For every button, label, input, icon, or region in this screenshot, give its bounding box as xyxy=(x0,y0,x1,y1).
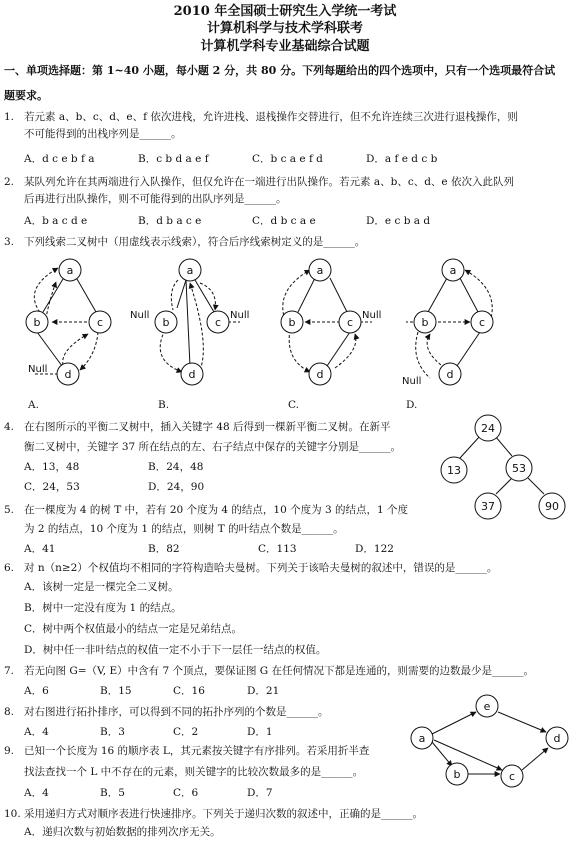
section-heading: 一、单项选择题：第 1~40 小题，每小题 2 分，共 80 分。下列每题给出的四个选项中，只有一个选项最符合试 xyxy=(4,64,556,77)
option-d[interactable]: D．e c b a d xyxy=(366,215,431,227)
question-number: 9. xyxy=(4,745,15,757)
question-text: 采用递归方式对顺序表进行快速排序。下列关于递归次数的叙述中，正确的是______。 xyxy=(24,808,423,820)
tree-node: b xyxy=(33,316,41,329)
threaded-trees-figure xyxy=(0,250,570,400)
question-text: 若无向图 G=（V, E）中含有 7 个顶点，要保证图 G 在任何情况下都是连通的，则需要的边数最少是______。 xyxy=(24,665,535,677)
option-a[interactable]: A. xyxy=(28,399,39,411)
question-text: 下列线索二叉树中（用虚线表示线索），符合后序线索树定义的是______。 xyxy=(24,236,366,248)
option-d[interactable]: D．树中任一非叶结点的权值一定不小于下一层任一结点的权值。 xyxy=(24,644,327,656)
option-b[interactable]: B. xyxy=(158,399,170,411)
option-c[interactable]: C．d b c a e xyxy=(252,215,316,227)
question-text: 对右图进行拓扑排序，可以得到不同的拓扑序列的个数是______。 xyxy=(24,706,329,718)
tree-node: d xyxy=(64,368,72,381)
question-text: 找法查找一个 L 中不存在的元素，则关键字的比较次数最多的是______。 xyxy=(24,766,364,778)
dag-figure xyxy=(400,690,570,790)
question-text: 若元素 a、b、c、d、e、f 依次进栈，允许进栈、退栈操作交替进行，但不允许连续三次进行退栈操作，则 xyxy=(24,111,518,123)
option-a[interactable]: A．4 xyxy=(24,787,49,799)
dag-node: a xyxy=(418,732,426,745)
option-d[interactable]: D．7 xyxy=(247,787,273,799)
option-a[interactable]: A．b a c d e xyxy=(24,215,88,227)
option-d[interactable]: D．21 xyxy=(247,685,280,697)
dag-node: c xyxy=(508,770,516,783)
option-b[interactable]: B．5 xyxy=(100,787,125,799)
tree-node: b xyxy=(288,316,296,329)
option-a[interactable]: A．13，48 xyxy=(24,461,80,473)
exam-title: 2010 年全国硕士研究生入学统一考试 xyxy=(173,4,397,19)
null-label: Null xyxy=(362,310,382,321)
option-d[interactable]: D．1 xyxy=(247,726,273,738)
question-text: 已知一个长度为 16 的顺序表 L，其元素按关键字有序排列。若采用折半查 xyxy=(24,745,370,757)
avl-node: 37 xyxy=(481,500,495,513)
option-a[interactable]: A．41 xyxy=(24,543,56,555)
option-b[interactable]: B．d b a c e xyxy=(138,215,202,227)
dag-node: b xyxy=(453,768,461,781)
option-d[interactable]: D．a f e d c b xyxy=(366,153,438,165)
question-number: 10. xyxy=(4,808,21,820)
dag-node: d xyxy=(553,732,561,745)
option-b[interactable]: B．3 xyxy=(100,726,125,738)
question-number: 5. xyxy=(4,504,15,516)
dag-node: e xyxy=(483,700,491,713)
question-text: 对 n（n≥2）个权值均不相同的字符构造哈夫曼树。下列关于该哈夫曼树的叙述中，错误的是______。 xyxy=(24,562,498,574)
tree-node: b xyxy=(162,316,170,329)
option-a[interactable]: A．6 xyxy=(24,685,49,697)
tree-node: a xyxy=(186,264,194,277)
option-c[interactable]: C．b c a e f d xyxy=(252,153,323,165)
option-c[interactable]: C．113 xyxy=(258,543,297,555)
avl-node: 13 xyxy=(447,464,461,477)
question-number: 8. xyxy=(4,706,15,718)
exam-paper-name: 计算机学科专业基础综合试题 xyxy=(200,39,370,54)
option-c[interactable]: C．6 xyxy=(173,787,199,799)
question-text: 在右图所示的平衡二叉树中，插入关键字 48 后得到一棵新平衡二叉树。在新平 xyxy=(24,421,391,433)
null-label: Null xyxy=(402,376,422,387)
question-number: 2. xyxy=(4,176,15,188)
question-text: 为 2 的结点，10 个度为 1 的结点，则树 T 的叶结点个数是______。 xyxy=(24,523,344,535)
tree-node: c xyxy=(214,316,222,329)
question-number: 7. xyxy=(4,665,15,677)
tree-node: c xyxy=(96,316,104,329)
option-c[interactable]: C．2 xyxy=(173,726,199,738)
tree-node: d xyxy=(188,368,196,381)
option-c[interactable]: C．24，53 xyxy=(24,481,80,493)
tree-node: d xyxy=(446,368,454,381)
tree-node: c xyxy=(478,316,486,329)
tree-node: a xyxy=(66,264,74,277)
null-label: Null xyxy=(28,364,48,375)
option-a[interactable]: A．4 xyxy=(24,726,49,738)
tree-node: a xyxy=(316,264,324,277)
null-label: Null xyxy=(230,310,250,321)
option-b[interactable]: B．15 xyxy=(100,685,132,697)
tree-node: b xyxy=(421,316,429,329)
exam-subtitle: 计算机科学与技术学科联考 xyxy=(206,21,363,36)
section-heading-cont: 题要求。 xyxy=(4,89,48,102)
avl-node: 24 xyxy=(481,422,495,435)
avl-node: 53 xyxy=(512,462,526,475)
null-label: Null xyxy=(130,310,150,321)
option-b[interactable]: B．82 xyxy=(148,543,180,555)
option-a[interactable]: A．该树一定是一棵完全二叉树。 xyxy=(24,581,179,593)
tree-node: d xyxy=(316,368,324,381)
option-a[interactable]: A．递归次数与初始数据的排列次序无关。 xyxy=(24,826,221,838)
question-text: 在一棵度为 4 的树 T 中，若有 20 个度为 4 的结点，10 个度为 3 的结点，1 个度 xyxy=(24,504,408,516)
tree-node: c xyxy=(346,316,354,329)
avl-tree-figure xyxy=(430,412,570,522)
question-text: 不可能得到的出栈序列是______。 xyxy=(24,128,182,140)
tree-node: a xyxy=(449,264,457,277)
option-c[interactable]: C．树中两个权值最小的结点一定是兄弟结点。 xyxy=(24,623,243,635)
option-c[interactable]: C. xyxy=(288,399,299,411)
question-text: 后再进行出队操作，则不可能得到的出队序列是______。 xyxy=(24,193,287,205)
avl-node: 90 xyxy=(545,500,559,513)
option-d[interactable]: D．122 xyxy=(355,543,394,555)
question-number: 1. xyxy=(4,111,15,123)
question-number: 6. xyxy=(4,562,15,574)
question-number: 3. xyxy=(4,236,15,248)
option-c[interactable]: C．16 xyxy=(173,685,205,697)
option-b[interactable]: B．树中一定没有度为 1 的结点。 xyxy=(24,602,182,614)
option-d[interactable]: D. xyxy=(406,399,418,411)
option-b[interactable]: B．c b d a e f xyxy=(138,153,209,165)
option-a[interactable]: A．d c e b f a xyxy=(24,153,95,165)
question-number: 4. xyxy=(4,421,15,433)
option-b[interactable]: B．24，48 xyxy=(148,461,204,473)
question-text: 衡二叉树中，关键字 37 所在结点的左、右子结点中保存的关键字分别是______。 xyxy=(24,441,402,453)
question-text: 某队列允许在其两端进行入队操作，但仅允许在一端进行出队操作。若元素 a、b、c、d、e 依次入此队列 xyxy=(24,176,514,188)
option-d[interactable]: D．24，90 xyxy=(148,481,205,493)
